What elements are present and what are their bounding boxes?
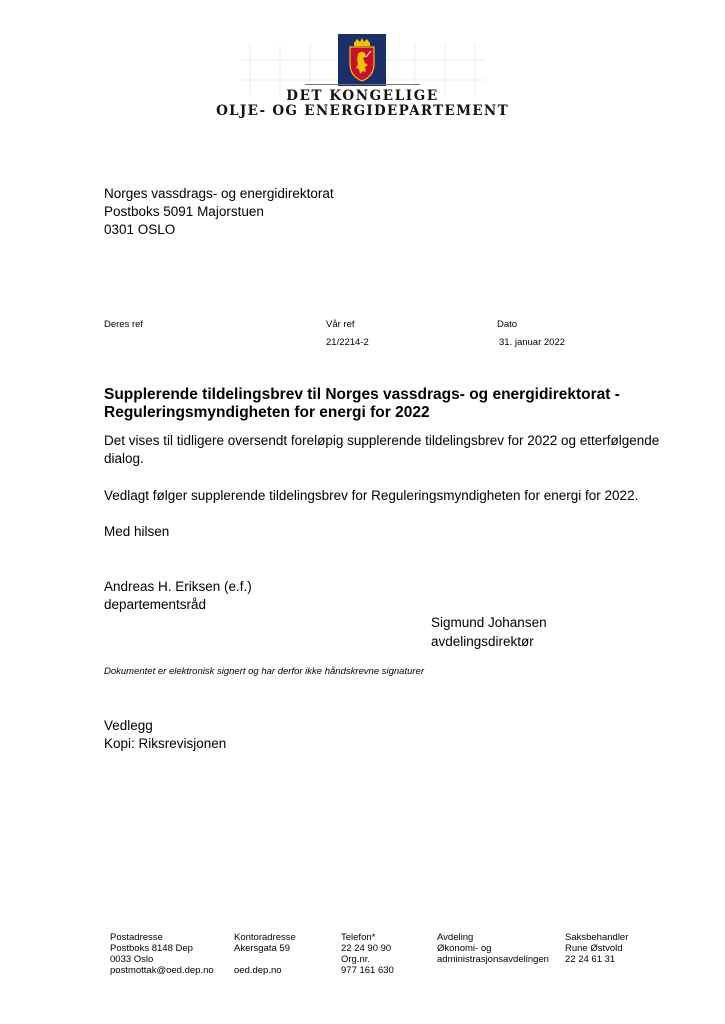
signer2-name: Sigmund Johansen <box>431 615 547 630</box>
var-ref-label: Vår ref <box>326 319 355 330</box>
signature-note: Dokumentet er elektronisk signert og har derfor ikke håndskrevne signaturer <box>104 666 424 677</box>
footer-text: 0033 Oslo <box>110 954 154 965</box>
footer-label: Kontoradresse <box>234 932 296 943</box>
date-label: Dato <box>497 319 518 330</box>
copy-line: Kopi: Riksrevisjonen <box>104 736 227 751</box>
footer-text: Akersgata 59 <box>234 943 290 954</box>
recipient-line: Postboks 5091 Majorstuen <box>104 204 264 219</box>
attachment-label: Vedlegg <box>104 718 153 733</box>
var-ref-value: 21/2214-2 <box>326 337 369 348</box>
recipient-line: Norges vassdrags- og energidirektorat <box>104 186 334 201</box>
ministry-name-line2: OLJE- OG ENERGIDEPARTEMENT <box>216 103 509 119</box>
recipient-line: 0301 OSLO <box>104 222 176 237</box>
footer-text: Økonomi- og <box>437 943 492 954</box>
footer-label: Avdeling <box>437 932 474 943</box>
footer-text: Postboks 8148 Dep <box>110 943 193 954</box>
footer-case-handler <box>565 932 628 965</box>
ministry-name-line1: DET KONGELIGE <box>286 88 439 104</box>
date-value: 31. januar 2022 <box>499 337 566 348</box>
footer-department <box>437 932 549 965</box>
footer-office-address <box>234 932 296 976</box>
letterhead-rule <box>305 84 420 85</box>
footer-text: administrasjonsavdelingen <box>437 954 549 965</box>
coat-of-arms-icon <box>338 34 386 86</box>
footer-text <box>234 954 296 965</box>
footer-text: Rune Østvold <box>565 943 623 954</box>
footer-label: Postadresse <box>110 932 163 943</box>
footer-text: 22 24 61 31 <box>565 954 616 965</box>
deres-ref-label: Deres ref <box>104 319 144 330</box>
footer-label: Saksbehandler <box>565 932 629 943</box>
footer-website: oed.dep.no <box>234 965 282 976</box>
letter-title: Supplerende tildelingsbrev til Norges vassdrags- og energidirektorat - Reguleringsmyndigheten for energi for 2022 <box>104 386 620 421</box>
footer-phone <box>341 932 394 976</box>
footer-email: postmottak@oed.dep.no <box>110 965 214 976</box>
footer-label: Telefon* <box>341 932 376 943</box>
footer-text: 977 161 630 <box>341 965 394 976</box>
paragraph: Vedlagt følger supplerende tildelingsbrev for Reguleringsmyndigheten for energi for 2022. <box>104 488 639 503</box>
paragraph: Det vises til tidligere oversendt foreløpig supplerende tildelingsbrev for 2022 og etterfølgende dialog. <box>104 433 660 466</box>
footer-text: Org.nr. <box>341 954 371 965</box>
signer1-title: departementsråd <box>104 597 207 612</box>
recipient-address <box>104 185 334 239</box>
closing: Med hilsen <box>104 524 170 539</box>
signer1-name: Andreas H. Eriksen (e.f.) <box>104 579 252 594</box>
footer-postal-address <box>110 932 214 976</box>
signer2-title: avdelingsdirektør <box>431 634 534 649</box>
footer-text: 22 24 90 90 <box>341 943 392 954</box>
